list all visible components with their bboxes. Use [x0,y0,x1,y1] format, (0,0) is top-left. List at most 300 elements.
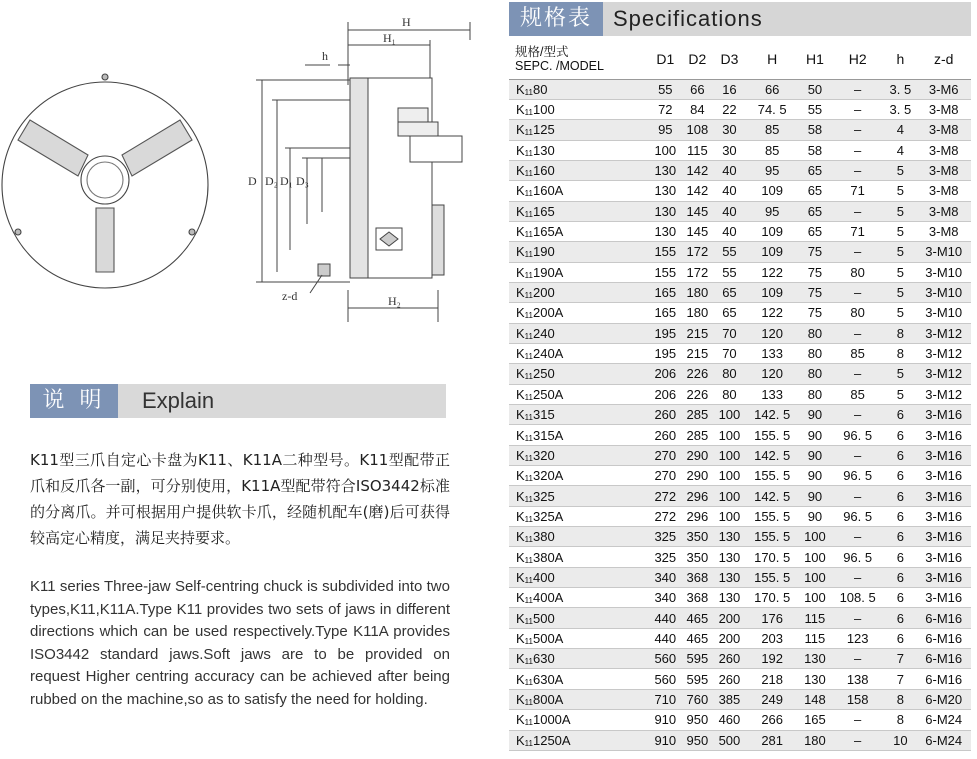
dim-label-h: h [322,49,328,63]
cell-d2: 142 [681,181,713,201]
cell-d2: 172 [681,242,713,262]
cell-d1: 440 [649,608,681,628]
cell-zd: 3-M8 [916,140,971,160]
model-subscript: 11 [524,514,533,524]
cell-h1: 80 [799,364,831,384]
column-header-zd: z-d [916,40,971,79]
model-prefix: K [516,732,525,748]
cell-d3: 40 [713,201,745,221]
model-prefix: K [516,651,525,667]
cell-h: 6 [884,466,916,486]
cell-h2: – [831,282,884,302]
cell-d1: 130 [649,201,681,221]
model-number: 500 [532,610,555,626]
model-subscript: 11 [524,169,533,179]
cell-d2: 368 [681,567,713,587]
column-header-D3: D3 [713,40,745,79]
cell-zd: 3-M10 [916,303,971,323]
cell-h: 120 [745,323,798,343]
cell-h2: – [831,445,884,465]
cell-h1: 100 [799,567,831,587]
cell-h1: 100 [799,588,831,608]
model-subscript: 11 [524,128,533,138]
model-number: 320A [532,468,564,484]
cell-d3: 460 [713,710,745,730]
cell-d3: 260 [713,669,745,689]
cell-d2: 215 [681,343,713,363]
model-cell [509,79,649,99]
cell-h: 5 [884,262,916,282]
cell-h: 133 [745,343,798,363]
cell-h2: 80 [831,262,884,282]
model-number: 250A [532,386,564,402]
chuck-drawing [0,0,480,340]
table-row [509,99,971,119]
table-row [509,567,971,587]
cell-d1: 206 [649,364,681,384]
model-cell [509,262,649,282]
cell-h: 249 [745,689,798,709]
cell-d1: 340 [649,588,681,608]
model-prefix: K [516,529,525,545]
table-row [509,242,971,262]
column-header-D2: D2 [681,40,713,79]
model-cell [509,730,649,750]
cell-h2: 80 [831,303,884,323]
model-number: 200 [532,285,555,301]
cell-zd: 3-M8 [916,201,971,221]
cell-h2: 85 [831,343,884,363]
cell-d1: 560 [649,669,681,689]
model-subscript: 11 [524,535,533,545]
cell-h1: 75 [799,303,831,323]
cell-h2: – [831,201,884,221]
spec-table [509,40,971,751]
cell-d2: 950 [681,730,713,750]
cell-h: 6 [884,588,916,608]
cell-h: 8 [884,710,916,730]
cell-d1: 272 [649,506,681,526]
explain-text-en: K11 series Three-jaw Self-centring chuck is subdivided into two types,K11,K11A.Type K11 provides two sets of jaws in different directions which can be used respectively.Type K11A provides ISO3442 standard jaws.Soft jaws are to be provided on request Higher centring accuracy can be achieved after being rubbed on the machine,so as to satisfy the need for holding. [30,578,450,708]
cell-d1: 325 [649,527,681,547]
cell-d1: 55 [649,79,681,99]
cell-d3: 260 [713,649,745,669]
column-header-H1: H1 [799,40,831,79]
cell-d1: 325 [649,547,681,567]
model-subscript: 11 [524,697,533,707]
cell-zd: 6-M16 [916,669,971,689]
model-number: 190 [532,244,555,260]
cell-d3: 55 [713,262,745,282]
model-number: 325A [532,508,564,524]
column-header-H2: H2 [831,40,884,79]
cell-d1: 710 [649,689,681,709]
cell-h2: – [831,323,884,343]
cell-h: 95 [745,160,798,180]
model-prefix: K [516,203,525,219]
cell-zd: 3-M8 [916,160,971,180]
cell-d1: 195 [649,343,681,363]
cell-zd: 3-M12 [916,343,971,363]
cell-h1: 58 [799,120,831,140]
cell-zd: 3-M16 [916,486,971,506]
cell-h2: – [831,160,884,180]
spec-title-en: Specifications [613,6,763,31]
cell-h1: 90 [799,445,831,465]
cell-h: 155. 5 [745,506,798,526]
model-subscript: 11 [524,575,533,585]
cell-d3: 100 [713,506,745,526]
model-number: 400 [532,569,555,585]
cell-h: 142. 5 [745,445,798,465]
cell-h: 5 [884,160,916,180]
model-prefix: K [516,691,525,707]
cell-h: 281 [745,730,798,750]
cell-h2: – [831,486,884,506]
model-subscript: 11 [524,148,533,158]
cell-zd: 3-M16 [916,466,971,486]
cell-d3: 200 [713,628,745,648]
dim-label-D3: D₃ [296,174,309,188]
model-number: 315 [532,407,555,423]
cell-h: 170. 5 [745,547,798,567]
model-subscript: 11 [524,738,533,748]
spec-header [509,2,971,36]
cell-h1: 90 [799,405,831,425]
cell-d2: 180 [681,303,713,323]
model-number: 380 [532,529,555,545]
model-cell [509,547,649,567]
table-row [509,730,971,750]
cell-h2: – [831,364,884,384]
cell-d3: 70 [713,343,745,363]
table-row [509,486,971,506]
model-prefix: K [516,122,525,138]
cell-h: 6 [884,445,916,465]
table-row [509,181,971,201]
table-row [509,79,971,99]
dim-label-zd: z-d [282,289,298,303]
model-cell [509,201,649,221]
cell-h: 218 [745,669,798,689]
cell-d2: 180 [681,282,713,302]
cell-h: 170. 5 [745,588,798,608]
table-row [509,628,971,648]
cell-h: 5 [884,181,916,201]
cell-d3: 55 [713,242,745,262]
cell-zd: 6-M16 [916,649,971,669]
chuck-front-view [2,74,208,288]
model-number: 400A [532,590,564,606]
model-number: 165 [532,203,555,219]
table-row [509,710,971,730]
cell-d3: 130 [713,547,745,567]
model-prefix: K [516,508,525,524]
model-subscript: 11 [524,453,533,463]
cell-zd: 3-M12 [916,364,971,384]
cell-d1: 165 [649,282,681,302]
cell-h1: 80 [799,343,831,363]
cell-d3: 100 [713,466,745,486]
cell-h2: 96. 5 [831,506,884,526]
cell-d2: 145 [681,221,713,241]
model-subscript: 11 [524,413,533,423]
cell-d3: 100 [713,445,745,465]
cell-h1: 80 [799,384,831,404]
cell-h1: 165 [799,710,831,730]
cell-d3: 65 [713,282,745,302]
cell-zd: 3-M8 [916,221,971,241]
model-subscript: 11 [524,331,533,341]
cell-h2: 123 [831,628,884,648]
model-cell [509,364,649,384]
cell-zd: 6-M16 [916,628,971,648]
cell-d3: 30 [713,140,745,160]
dim-label-D2: D₂ [265,174,278,188]
chuck-side-view [256,22,470,322]
model-subscript: 11 [524,291,533,301]
cell-h: 6 [884,547,916,567]
model-number: 380A [532,549,564,565]
cell-d2: 226 [681,364,713,384]
cell-d3: 130 [713,567,745,587]
cell-h: 109 [745,221,798,241]
dim-label-H2: H₂ [388,294,401,308]
cell-h2: – [831,120,884,140]
table-row [509,405,971,425]
cell-h: 133 [745,384,798,404]
cell-h: 109 [745,282,798,302]
cell-h: 142. 5 [745,486,798,506]
table-row [509,364,971,384]
cell-h1: 130 [799,649,831,669]
cell-zd: 6-M16 [916,608,971,628]
cell-d2: 595 [681,649,713,669]
cell-d1: 130 [649,181,681,201]
cell-d3: 22 [713,99,745,119]
cell-h: 3. 5 [884,79,916,99]
cell-d2: 950 [681,710,713,730]
table-row [509,343,971,363]
cell-h: 6 [884,567,916,587]
model-prefix: K [516,142,525,158]
cell-d2: 368 [681,588,713,608]
cell-h2: 71 [831,221,884,241]
model-number: 190A [532,264,564,280]
cell-d3: 130 [713,527,745,547]
cell-d2: 66 [681,79,713,99]
model-prefix: K [516,386,525,402]
cell-d1: 155 [649,262,681,282]
cell-h2: 96. 5 [831,547,884,567]
cell-d2: 84 [681,99,713,119]
cell-h: 5 [884,221,916,241]
model-subscript: 11 [524,494,533,504]
column-header-h: h [884,40,916,79]
model-prefix: K [516,630,525,646]
table-row [509,282,971,302]
cell-h: 74. 5 [745,99,798,119]
model-subscript: 11 [524,596,533,606]
cell-d2: 465 [681,608,713,628]
model-subscript: 11 [524,250,533,260]
cell-h2: – [831,710,884,730]
cell-d2: 285 [681,405,713,425]
model-subscript: 11 [524,189,533,199]
cell-h: 8 [884,323,916,343]
model-cell [509,323,649,343]
cell-h1: 58 [799,140,831,160]
cell-d2: 115 [681,140,713,160]
model-subscript: 11 [524,677,533,687]
cell-zd: 3-M12 [916,384,971,404]
model-prefix: K [516,183,525,199]
cell-d2: 172 [681,262,713,282]
table-row [509,384,971,404]
model-prefix: K [516,549,525,565]
cell-h2: 71 [831,181,884,201]
cell-d2: 760 [681,689,713,709]
model-cell [509,242,649,262]
cell-h: 5 [884,201,916,221]
model-number: 630 [532,651,555,667]
cell-d1: 155 [649,242,681,262]
cell-h: 4 [884,140,916,160]
model-subscript: 11 [524,636,533,646]
model-number: 240 [532,325,555,341]
cell-h1: 180 [799,730,831,750]
model-number: 250 [532,366,555,382]
model-cell [509,343,649,363]
cell-h2: – [831,242,884,262]
model-subscript: 11 [524,657,533,667]
cell-h: 6 [884,486,916,506]
cell-d3: 100 [713,405,745,425]
model-number: 130 [532,142,555,158]
cell-h: 5 [884,282,916,302]
model-number: 165A [532,224,564,240]
model-prefix: K [516,671,525,687]
dim-label-H: H [402,15,411,29]
model-number: 1000A [532,712,571,728]
model-prefix: K [516,569,525,585]
cell-h2: 96. 5 [831,425,884,445]
cell-h1: 148 [799,689,831,709]
model-cell [509,181,649,201]
model-cell [509,303,649,323]
model-number: 100 [532,102,555,118]
cell-h: 4 [884,120,916,140]
model-prefix: K [516,427,525,443]
cell-h1: 65 [799,181,831,201]
model-prefix: K [516,712,525,728]
cell-zd: 3-M16 [916,405,971,425]
cell-d3: 80 [713,384,745,404]
cell-d1: 270 [649,466,681,486]
cell-h2: – [831,140,884,160]
model-subscript: 11 [524,230,533,240]
table-row [509,140,971,160]
model-number: 200A [532,305,564,321]
model-prefix: K [516,610,525,626]
cell-d3: 70 [713,323,745,343]
cell-h: 155. 5 [745,567,798,587]
cell-d3: 40 [713,181,745,201]
model-number: 315A [532,427,564,443]
cell-h1: 50 [799,79,831,99]
table-row [509,669,971,689]
table-row [509,425,971,445]
cell-h1: 115 [799,608,831,628]
model-prefix: K [516,224,525,240]
model-cell [509,486,649,506]
model-subscript: 11 [524,392,533,402]
cell-d1: 560 [649,649,681,669]
cell-d1: 195 [649,323,681,343]
model-cell [509,120,649,140]
cell-zd: 3-M16 [916,445,971,465]
cell-h: 109 [745,181,798,201]
cell-zd: 6-M24 [916,730,971,750]
cell-h2: 96. 5 [831,466,884,486]
model-subscript: 11 [524,555,533,565]
model-cell [509,221,649,241]
cell-d1: 130 [649,160,681,180]
cell-h1: 115 [799,628,831,648]
cell-zd: 3-M10 [916,242,971,262]
cell-zd: 3-M16 [916,588,971,608]
model-prefix: K [516,102,525,118]
model-prefix: K [516,163,525,179]
cell-h1: 80 [799,323,831,343]
model-cell [509,466,649,486]
model-subscript: 11 [524,87,533,97]
model-subscript: 11 [524,352,533,362]
cell-d2: 350 [681,527,713,547]
cell-h: 3. 5 [884,99,916,119]
explain-title-cn: 说 明 [30,384,118,418]
model-cell [509,405,649,425]
model-number: 320 [532,447,555,463]
cell-h: 176 [745,608,798,628]
cell-d2: 285 [681,425,713,445]
table-row [509,608,971,628]
model-prefix: K [516,264,525,280]
cell-zd: 3-M8 [916,99,971,119]
model-cell [509,445,649,465]
cell-h: 5 [884,364,916,384]
cell-d2: 142 [681,160,713,180]
cell-d1: 260 [649,425,681,445]
model-number: 240A [532,346,564,362]
cell-d3: 100 [713,486,745,506]
table-row [509,527,971,547]
model-cell [509,425,649,445]
table-row [509,303,971,323]
cell-h: 5 [884,242,916,262]
cell-d3: 40 [713,221,745,241]
cell-d1: 72 [649,99,681,119]
model-number: 160A [532,183,564,199]
cell-h2: 85 [831,384,884,404]
cell-h2: – [831,527,884,547]
cell-d3: 40 [713,160,745,180]
cell-zd: 3-M8 [916,181,971,201]
cell-d3: 500 [713,730,745,750]
model-number: 800A [532,691,564,707]
model-cell [509,527,649,547]
cell-h2: – [831,99,884,119]
